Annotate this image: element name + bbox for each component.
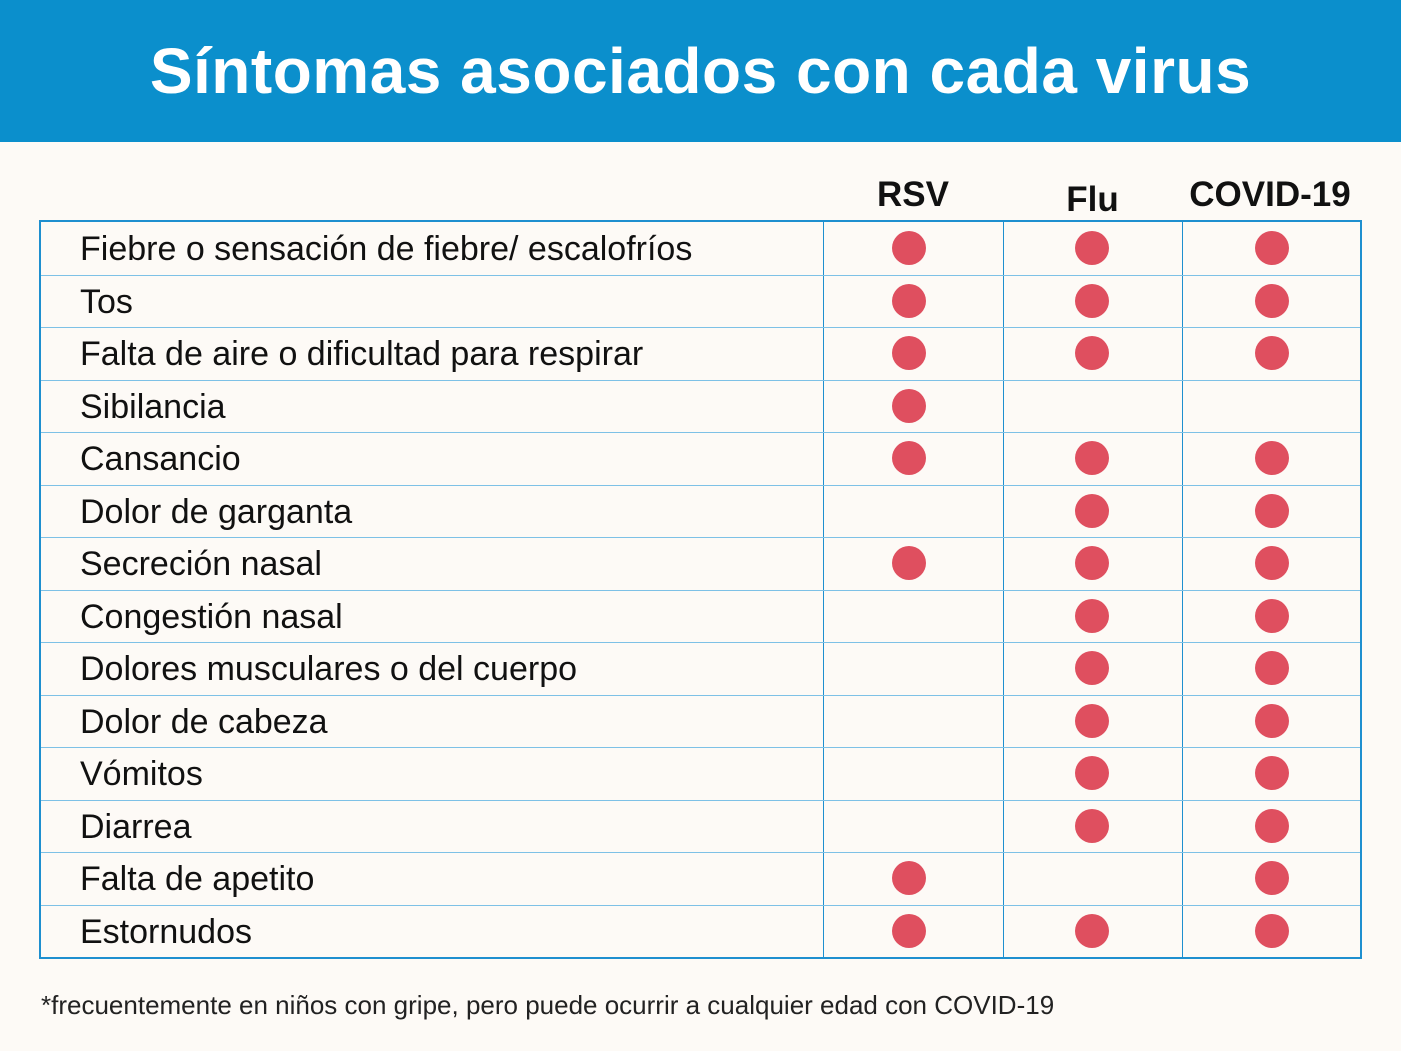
table-row — [41, 905, 1360, 958]
symptom-dot-flu — [1075, 441, 1109, 475]
symptom-dot-rsv — [892, 284, 926, 318]
symptom-dot-flu — [1075, 494, 1109, 528]
table-row — [41, 590, 1360, 643]
row-divider — [41, 590, 1360, 591]
symptom-dot-flu — [1075, 284, 1109, 318]
table-row — [41, 222, 1360, 275]
row-divider — [41, 380, 1360, 381]
symptom-dot-covid — [1255, 599, 1289, 633]
symptom-label: Falta de apetito — [80, 860, 315, 898]
symptom-dot-covid — [1255, 651, 1289, 685]
symptom-label: Diarrea — [80, 807, 192, 846]
table-row — [41, 380, 1360, 433]
symptom-table — [39, 220, 1362, 959]
symptom-label: Vómitos — [80, 755, 203, 793]
symptom-dot-rsv — [892, 861, 926, 895]
symptom-dot-covid — [1255, 284, 1289, 318]
row-divider — [41, 327, 1360, 328]
symptom-label: Falta de aire o dificultad para respirar — [80, 335, 644, 373]
symptom-dot-covid — [1255, 704, 1289, 738]
row-divider — [41, 485, 1360, 486]
row-divider — [41, 642, 1360, 643]
symptom-dot-flu — [1075, 914, 1109, 948]
symptom-dot-flu — [1075, 336, 1109, 370]
symptom-dot-rsv — [892, 231, 926, 265]
symptom-dot-covid — [1255, 546, 1289, 580]
table-row — [41, 695, 1360, 748]
column-header-covid: COVID-19 — [1189, 175, 1351, 214]
symptom-dot-flu — [1075, 599, 1109, 633]
title-banner — [0, 0, 1401, 142]
table-row — [41, 275, 1360, 328]
table-row — [41, 485, 1360, 538]
symptom-dot-rsv — [892, 546, 926, 580]
symptom-dot-rsv — [892, 336, 926, 370]
symptom-label: Dolor de garganta — [80, 492, 353, 531]
footnote: *frecuentemente en niños con gripe, pero puede ocurrir a cualquier edad con COVID-19 — [41, 990, 1055, 1020]
table-row — [41, 747, 1360, 800]
symptom-dot-rsv — [892, 914, 926, 948]
symptom-label: Sibilancia — [80, 387, 226, 426]
table-row — [41, 800, 1360, 853]
row-divider — [41, 800, 1360, 801]
row-divider — [41, 905, 1360, 906]
symptom-label: Cansancio — [80, 440, 241, 478]
symptom-label: Fiebre o sensación de fiebre/ escalofríos — [80, 230, 693, 268]
symptom-label: Secreción nasal — [80, 545, 322, 583]
row-divider — [41, 747, 1360, 748]
row-divider — [41, 275, 1360, 276]
symptom-dot-covid — [1255, 914, 1289, 948]
symptom-dot-covid — [1255, 231, 1289, 265]
table-row — [41, 852, 1360, 905]
column-header-rsv: RSV — [877, 175, 949, 214]
symptom-dot-covid — [1255, 809, 1289, 843]
table-row — [41, 432, 1360, 485]
symptom-label: Dolores musculares o del cuerpo — [80, 650, 578, 688]
symptom-dot-flu — [1075, 809, 1109, 843]
symptom-dot-covid — [1255, 336, 1289, 370]
row-divider — [41, 852, 1360, 853]
symptom-dot-flu — [1075, 704, 1109, 738]
symptom-dot-covid — [1255, 494, 1289, 528]
symptom-dot-rsv — [892, 389, 926, 423]
symptom-label: Tos — [80, 282, 133, 321]
symptom-dot-flu — [1075, 546, 1109, 580]
symptom-dot-covid — [1255, 756, 1289, 790]
column-header-flu: Flu — [1066, 180, 1119, 219]
symptom-dot-flu — [1075, 756, 1109, 790]
symptom-label: Estornudos — [80, 912, 252, 951]
symptom-dot-covid — [1255, 861, 1289, 895]
row-divider — [41, 432, 1360, 433]
symptom-label: Dolor de cabeza — [80, 702, 328, 741]
symptom-dot-flu — [1075, 651, 1109, 685]
row-divider — [41, 695, 1360, 696]
symptom-dot-flu — [1075, 231, 1109, 265]
table-row — [41, 537, 1360, 590]
symptom-dot-rsv — [892, 441, 926, 475]
page-title: Síntomas asociados con cada virus — [149, 35, 1252, 107]
table-row — [41, 642, 1360, 695]
symptom-label: Congestión nasal — [80, 597, 343, 636]
table-row — [41, 327, 1360, 380]
row-divider — [41, 537, 1360, 538]
symptom-dot-covid — [1255, 441, 1289, 475]
